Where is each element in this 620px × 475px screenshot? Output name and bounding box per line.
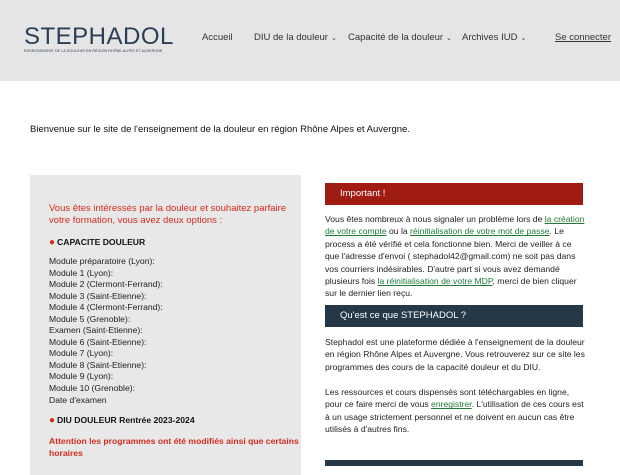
site-logo[interactable] xyxy=(24,23,174,54)
important-part: Vous êtes nombreux à nous signaler un problème lors de xyxy=(325,214,545,224)
list-item: Module 4 (Clermont-Ferrand): xyxy=(49,302,163,313)
important-banner xyxy=(325,183,583,205)
about-label: Qu'est ce que STEPHADOL ? xyxy=(340,310,467,321)
site-header xyxy=(0,0,620,81)
account-creation-link[interactable]: la création de votre compte xyxy=(325,214,585,237)
resources-part: . L'utilisation de ces cours est à un usage strictement personnel et ne doivent en aucun cas être utilisés à d'autres fins. xyxy=(325,399,584,435)
about-text: Stephadol est une plateforme dédiée à l'enseignement de la douleur en région Rhône Alpes et Auvergne. Vous retrouverez sur ce site les programmes des cours de la capacité douleur et du DIU. xyxy=(325,337,585,372)
list-item: Module 7 (Lyon): xyxy=(49,348,114,359)
important-part: , merci de bien cliquer sur le dernier lien reçu. xyxy=(325,276,577,299)
capacite-title: CAPACITE DOULEUR xyxy=(57,237,146,247)
formation-panel xyxy=(30,175,301,475)
about-banner xyxy=(325,305,583,327)
logo-title: STEPHADOL xyxy=(24,23,174,50)
list-item: Module 6 (Saint-Etienne): xyxy=(49,336,147,347)
nav-item-archives[interactable] xyxy=(462,32,526,43)
intro-text: Vous êtes intéressés par la douleur et souhaitez parfaire votre formation, vous avez deux options : xyxy=(49,203,287,226)
welcome-text: Bienvenue sur le site de l'enseignement de la douleur en région Rhône Alpes et Auvergne. xyxy=(30,124,410,135)
list-item: Module préparatoire (Lyon): xyxy=(49,256,155,266)
bullet-icon: ● xyxy=(49,237,56,248)
nav-label: DIU de la douleur xyxy=(254,32,328,43)
capacite-heading xyxy=(49,237,145,248)
list-item: Module 9 (Lyon): xyxy=(49,371,114,382)
chevron-down-icon: ⌄ xyxy=(520,35,527,42)
nav-item-accueil[interactable] xyxy=(202,32,233,43)
important-part: ou la xyxy=(386,226,411,237)
mdp-reset-link[interactable]: la réinitialisation de votre MDP xyxy=(377,276,493,287)
important-label: Important ! xyxy=(340,188,386,199)
login-link[interactable]: Se connecter xyxy=(555,32,611,43)
diu-heading xyxy=(49,415,195,426)
nav-label: Capacité de la douleur xyxy=(348,32,444,43)
next-banner xyxy=(325,460,583,466)
chevron-down-icon: ⌄ xyxy=(446,35,452,42)
password-reset-link[interactable]: réinitialisation de votre mot de passe xyxy=(410,226,550,237)
list-item: Module 10 (Grenoble): xyxy=(49,383,135,394)
module-list xyxy=(49,256,163,406)
list-item: Date d'examen xyxy=(49,394,107,405)
nav-item-capacite[interactable] xyxy=(348,32,452,43)
list-item: Examen (Saint-Etienne): xyxy=(49,325,143,336)
list-item: Module 2 (Clermont-Ferrand): xyxy=(49,279,163,290)
list-item: Module 5 (Grenoble): xyxy=(49,313,131,324)
logo-subtitle: ENSEIGNEMENT DE LA DOULEUR EN RÉGION RHÔNE ALPES ET AUVERGNE xyxy=(24,49,163,53)
nav-item-diu[interactable] xyxy=(254,32,337,43)
register-link[interactable]: enregistrer xyxy=(431,399,472,410)
attention-text: Attention les programmes ont été modifiés ainsi que certains horaires xyxy=(49,436,299,458)
list-item: Module 8 (Saint-Etienne): xyxy=(49,359,147,370)
resources-text xyxy=(325,386,587,436)
nav-label: Accueil xyxy=(202,32,233,43)
list-item: Module 3 (Saint-Etienne): xyxy=(49,290,147,301)
bullet-icon: ● xyxy=(49,415,56,426)
diu-title: DIU DOULEUR Rentrée 2023-2024 xyxy=(57,415,195,425)
important-part: . Le process a été vérifié et cela fonctionne bien. Merci de veiller à ce que l'adresse d'envoi ( stephadol42@gmail.com) ne soit pas dans vos courriers indésirables. D'autre part si vous avez demandé plusieurs fois xyxy=(325,226,576,287)
important-text xyxy=(325,213,587,300)
list-item: Module 1 (Lyon): xyxy=(49,267,114,278)
nav-label: Archives IUD xyxy=(462,32,518,43)
resources-part: Les ressources et cours dispensés sont téléchargables en ligne, pour ce faire merci de vous xyxy=(325,387,570,410)
chevron-down-icon: ⌄ xyxy=(330,35,337,42)
